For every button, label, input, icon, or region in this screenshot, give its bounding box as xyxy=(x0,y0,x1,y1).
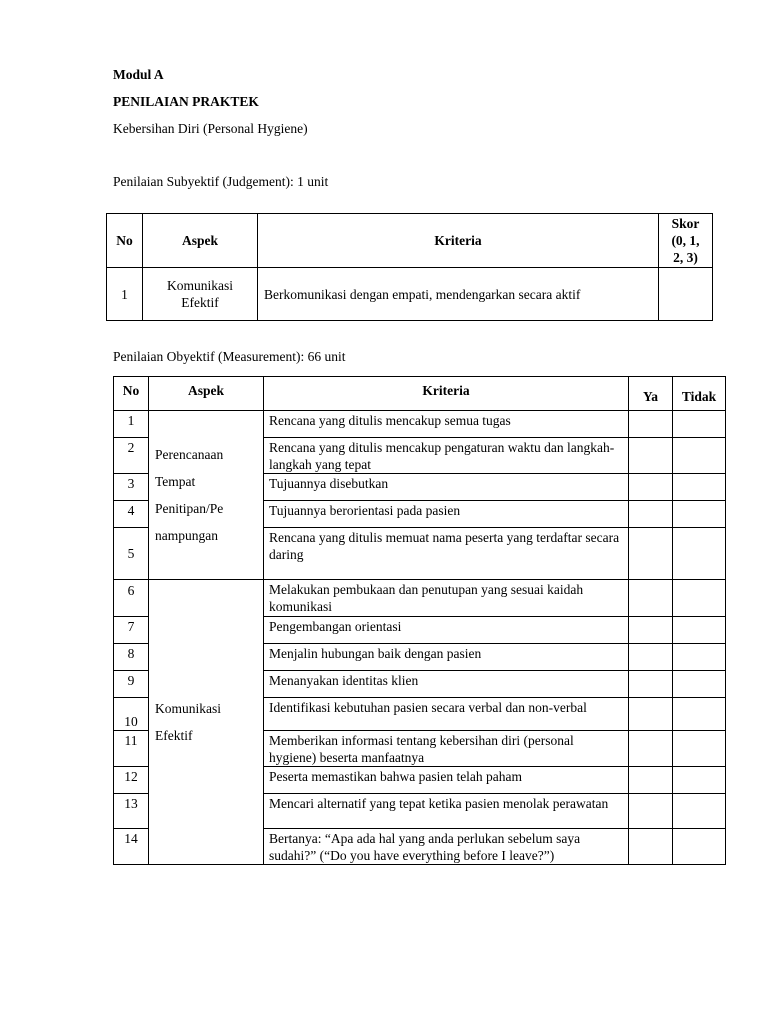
no-checkbox-cell[interactable] xyxy=(673,731,726,767)
column-header-criteria: Kriteria xyxy=(264,377,629,411)
column-header-yes: Ya xyxy=(629,377,673,411)
row-number: 14 xyxy=(114,829,149,865)
row-number: 1 xyxy=(107,268,143,321)
objective-heading: Penilaian Obyektif (Measurement): 66 unit xyxy=(113,349,346,364)
yes-checkbox-cell[interactable] xyxy=(629,528,673,580)
aspect-line: Tempat xyxy=(155,474,196,489)
column-header-aspect: Aspek xyxy=(149,377,264,411)
no-checkbox-cell[interactable] xyxy=(673,528,726,580)
row-number: 2 xyxy=(114,438,149,474)
aspect-line: Efektif xyxy=(181,295,219,310)
yes-checkbox-cell[interactable] xyxy=(629,671,673,698)
yes-checkbox-cell[interactable] xyxy=(629,731,673,767)
row-criteria: Menanyakan identitas klien xyxy=(264,671,629,698)
row-number: 6 xyxy=(114,580,149,617)
aspect-group-planning xyxy=(149,411,264,580)
table-row xyxy=(114,580,726,617)
column-header-aspect: Aspek xyxy=(143,214,258,268)
subjective-assessment-table xyxy=(106,213,713,321)
no-checkbox-cell[interactable] xyxy=(673,767,726,794)
row-number: 8 xyxy=(114,644,149,671)
table-header-row xyxy=(114,377,726,411)
aspect-line: Efektif xyxy=(155,728,193,743)
score-input-cell[interactable] xyxy=(659,268,713,321)
yes-checkbox-cell[interactable] xyxy=(629,829,673,865)
column-header-criteria: Kriteria xyxy=(258,214,659,268)
column-header-no: No xyxy=(114,377,149,411)
no-checkbox-cell[interactable] xyxy=(673,411,726,438)
no-checkbox-cell[interactable] xyxy=(673,438,726,474)
yes-checkbox-cell[interactable] xyxy=(629,617,673,644)
no-checkbox-cell[interactable] xyxy=(673,644,726,671)
yes-checkbox-cell[interactable] xyxy=(629,767,673,794)
aspect-group-communication xyxy=(149,580,264,865)
table-header-row xyxy=(107,214,713,268)
aspect-line: nampungan xyxy=(155,528,218,543)
page-title: PENILAIAN PRAKTEK xyxy=(113,94,259,109)
no-checkbox-cell[interactable] xyxy=(673,580,726,617)
row-criteria: Berkomunikasi dengan empati, mendengarkan secara aktif xyxy=(258,268,659,321)
table-row xyxy=(107,268,713,321)
row-criteria: Peserta memastikan bahwa pasien telah paham xyxy=(264,767,629,794)
column-header-no: No xyxy=(107,214,143,268)
row-criteria: Melakukan pembukaan dan penutupan yang sesuai kaidah komunikasi xyxy=(264,580,629,617)
subjective-heading: Penilaian Subyektif (Judgement): 1 unit xyxy=(113,174,329,189)
row-criteria: Tujuannya berorientasi pada pasien xyxy=(264,501,629,528)
row-criteria: Rencana yang ditulis memuat nama peserta yang terdaftar secara daring xyxy=(264,528,629,580)
row-aspect xyxy=(143,268,258,321)
row-criteria: Identifikasi kebutuhan pasien secara verbal dan non-verbal xyxy=(264,698,629,731)
aspect-line: Perencanaan xyxy=(155,447,224,462)
no-checkbox-cell[interactable] xyxy=(673,474,726,501)
score-header-line-3: 2, 3) xyxy=(673,250,698,265)
score-header-line-1: Skor xyxy=(671,216,700,231)
yes-checkbox-cell[interactable] xyxy=(629,794,673,829)
yes-checkbox-cell[interactable] xyxy=(629,580,673,617)
row-criteria: Rencana yang ditulis mencakup semua tugas xyxy=(264,411,629,438)
row-number: 9 xyxy=(114,671,149,698)
column-header-no-answer: Tidak xyxy=(673,377,726,411)
objective-assessment-table xyxy=(113,376,726,865)
yes-checkbox-cell[interactable] xyxy=(629,474,673,501)
row-number: 7 xyxy=(114,617,149,644)
row-criteria: Tujuannya disebutkan xyxy=(264,474,629,501)
yes-checkbox-cell[interactable] xyxy=(629,438,673,474)
aspect-line: Komunikasi xyxy=(155,701,221,716)
row-number: 4 xyxy=(114,501,149,528)
aspect-line: Penitipan/Pe xyxy=(155,501,224,516)
table-row xyxy=(114,411,726,438)
yes-checkbox-cell[interactable] xyxy=(629,411,673,438)
row-criteria: Memberikan informasi tentang kebersihan diri (personal hygiene) beserta manfaatnya xyxy=(264,731,629,767)
row-number: 13 xyxy=(114,794,149,829)
row-number: 10 xyxy=(114,698,149,731)
page-subtitle: Kebersihan Diri (Personal Hygiene) xyxy=(113,121,308,136)
row-number: 5 xyxy=(114,528,149,580)
no-checkbox-cell[interactable] xyxy=(673,794,726,829)
no-checkbox-cell[interactable] xyxy=(673,829,726,865)
row-number: 3 xyxy=(114,474,149,501)
no-checkbox-cell[interactable] xyxy=(673,617,726,644)
row-criteria: Rencana yang ditulis mencakup pengaturan waktu dan langkah-langkah yang tepat xyxy=(264,438,629,474)
no-checkbox-cell[interactable] xyxy=(673,671,726,698)
no-checkbox-cell[interactable] xyxy=(673,698,726,731)
yes-checkbox-cell[interactable] xyxy=(629,501,673,528)
row-criteria: Menjalin hubungan baik dengan pasien xyxy=(264,644,629,671)
column-header-score xyxy=(659,214,713,268)
yes-checkbox-cell[interactable] xyxy=(629,644,673,671)
row-number: 1 xyxy=(114,411,149,438)
module-label: Modul A xyxy=(113,67,164,82)
row-criteria: Mencari alternatif yang tepat ketika pasien menolak perawatan xyxy=(264,794,629,829)
row-number: 11 xyxy=(114,731,149,767)
yes-checkbox-cell[interactable] xyxy=(629,698,673,731)
row-number: 12 xyxy=(114,767,149,794)
row-criteria: Bertanya: “Apa ada hal yang anda perlukan sebelum saya sudahi?” (“Do you have everything before I leave?”) xyxy=(264,829,629,865)
no-checkbox-cell[interactable] xyxy=(673,501,726,528)
score-header-line-2: (0, 1, xyxy=(671,233,700,248)
row-criteria: Pengembangan orientasi xyxy=(264,617,629,644)
aspect-line: Komunikasi xyxy=(167,278,233,293)
